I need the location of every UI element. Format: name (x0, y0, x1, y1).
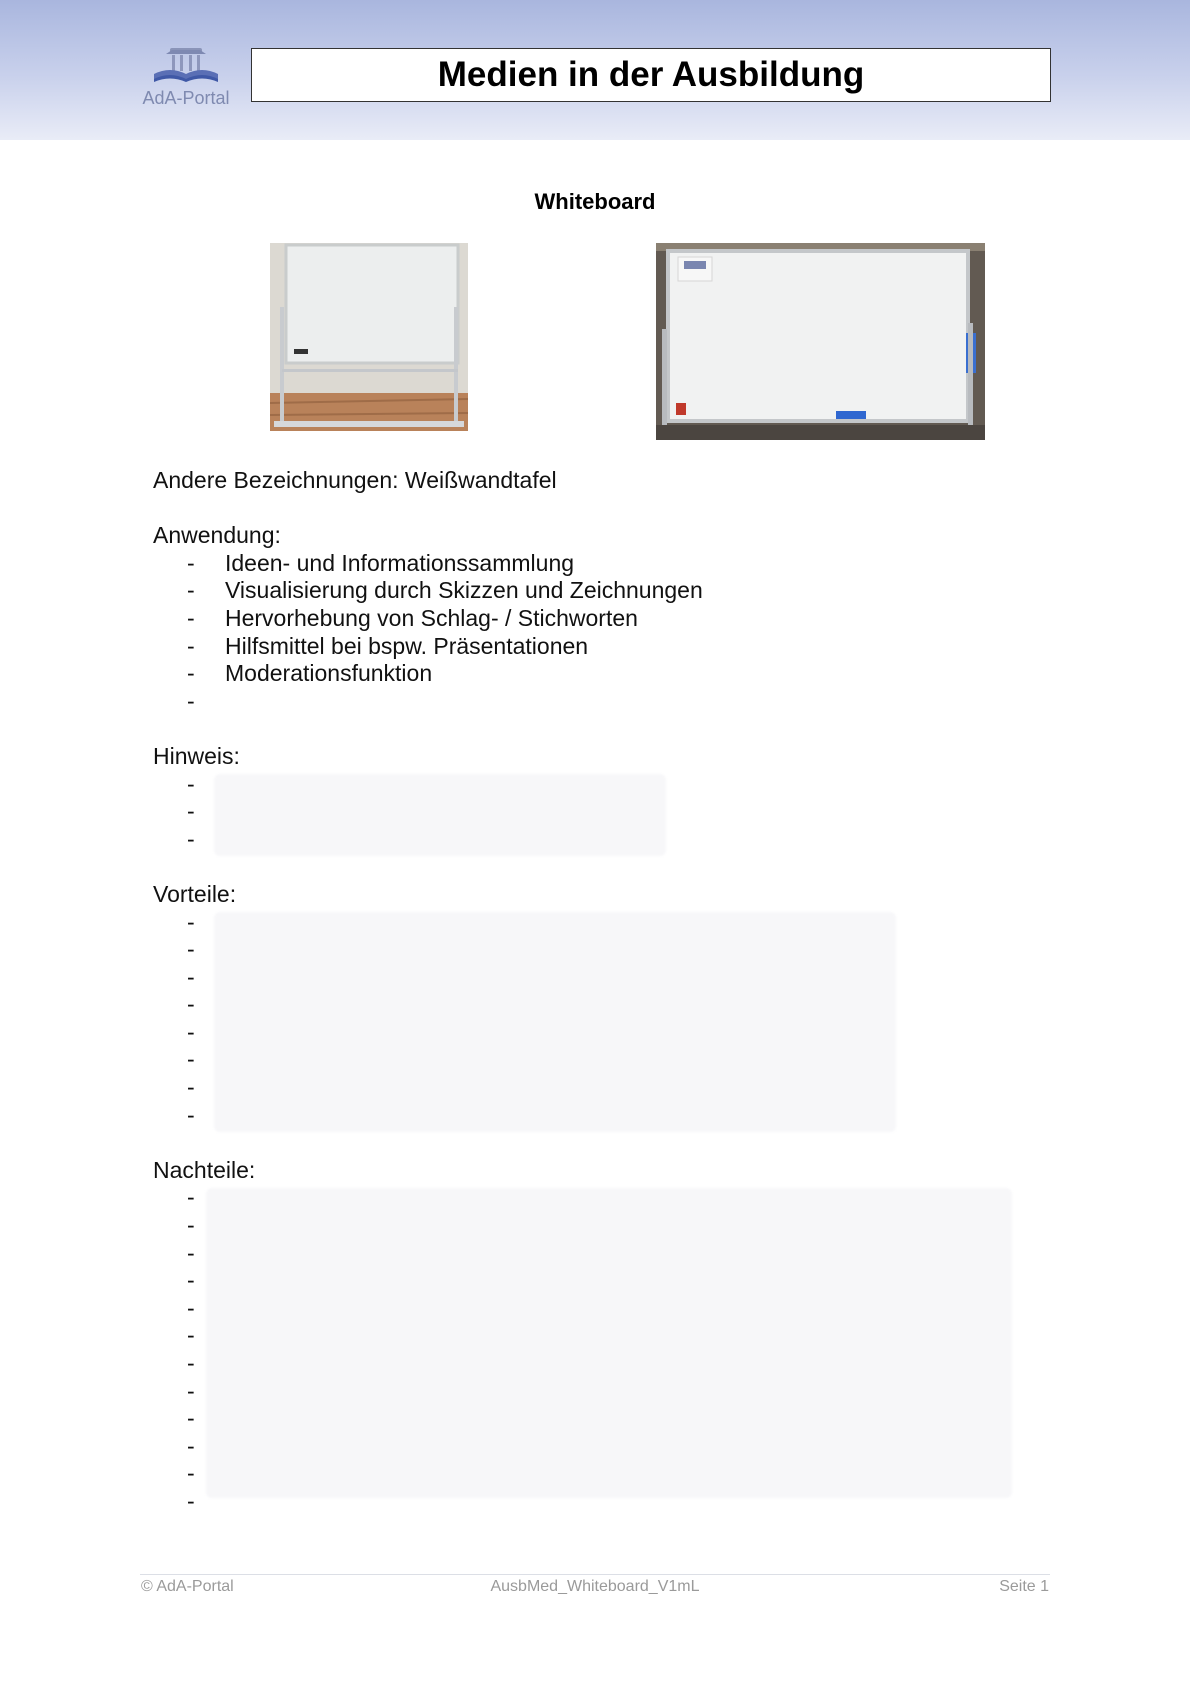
list-item: - (187, 908, 195, 935)
list-item: - (187, 798, 195, 825)
whiteboard-photo-right (656, 243, 985, 440)
document-body (153, 467, 1033, 1516)
list-item: - Ideen- und Informationssammlung (187, 549, 575, 576)
list-item: - (187, 1322, 195, 1349)
footer-document-id: AusbMed_Whiteboard_V1mL (490, 1578, 700, 1595)
list-item: - (187, 991, 195, 1018)
list-item: - (187, 1377, 195, 1404)
list-item: - (187, 963, 195, 990)
footer-divider (140, 1574, 1050, 1575)
ada-portal-logo-icon (138, 44, 234, 86)
list-item: - (187, 1184, 195, 1211)
list-item: - (187, 1074, 195, 1101)
footer-copyright: © AdA-Portal (141, 1578, 234, 1595)
other-names: Andere Bezeichnungen: Weißwandtafel (153, 467, 557, 493)
list-item: - (187, 1294, 195, 1321)
list-item: - (187, 1018, 195, 1045)
list-item: - (187, 1405, 195, 1432)
document-title-box (251, 48, 1051, 102)
whiteboard-photo-left (270, 243, 468, 431)
list-item: - Hervorhebung von Schlag- / Stichworten (187, 604, 638, 631)
list-item: - (187, 1460, 195, 1487)
footer-page-number: Seite 1 (999, 1578, 1049, 1595)
list-item: - (187, 770, 195, 797)
list-item: - (187, 1350, 195, 1376)
hinweis-heading: Hinweis: (153, 742, 240, 769)
section-title: Whiteboard (534, 189, 656, 214)
list-item: - (187, 1046, 195, 1073)
list-item: - (187, 1487, 195, 1514)
nachteile-heading: Nachteile: (153, 1156, 256, 1183)
list-item: - (187, 1267, 195, 1294)
list-item: - (187, 825, 195, 852)
list-item: - Moderationsfunktion (187, 660, 433, 687)
document-title: Medien in der Ausbildung (437, 55, 865, 94)
anwendung-heading: Anwendung: (153, 522, 281, 549)
list-item: - Visualisierung durch Skizzen und Zeichnungen (187, 577, 703, 604)
list-item: - (187, 936, 195, 963)
list-item: - (187, 687, 195, 714)
vorteile-heading: Vorteile: (153, 880, 237, 907)
ada-portal-logo (138, 44, 234, 108)
list-item: - (187, 1432, 195, 1459)
list-item: - (187, 1101, 195, 1128)
list-item: - (187, 1212, 195, 1239)
list-item: - (187, 1239, 195, 1266)
list-item: - Hilfsmittel bei bspw. Präsentationen (187, 632, 589, 659)
logo-text: AdA-Portal (142, 88, 230, 108)
